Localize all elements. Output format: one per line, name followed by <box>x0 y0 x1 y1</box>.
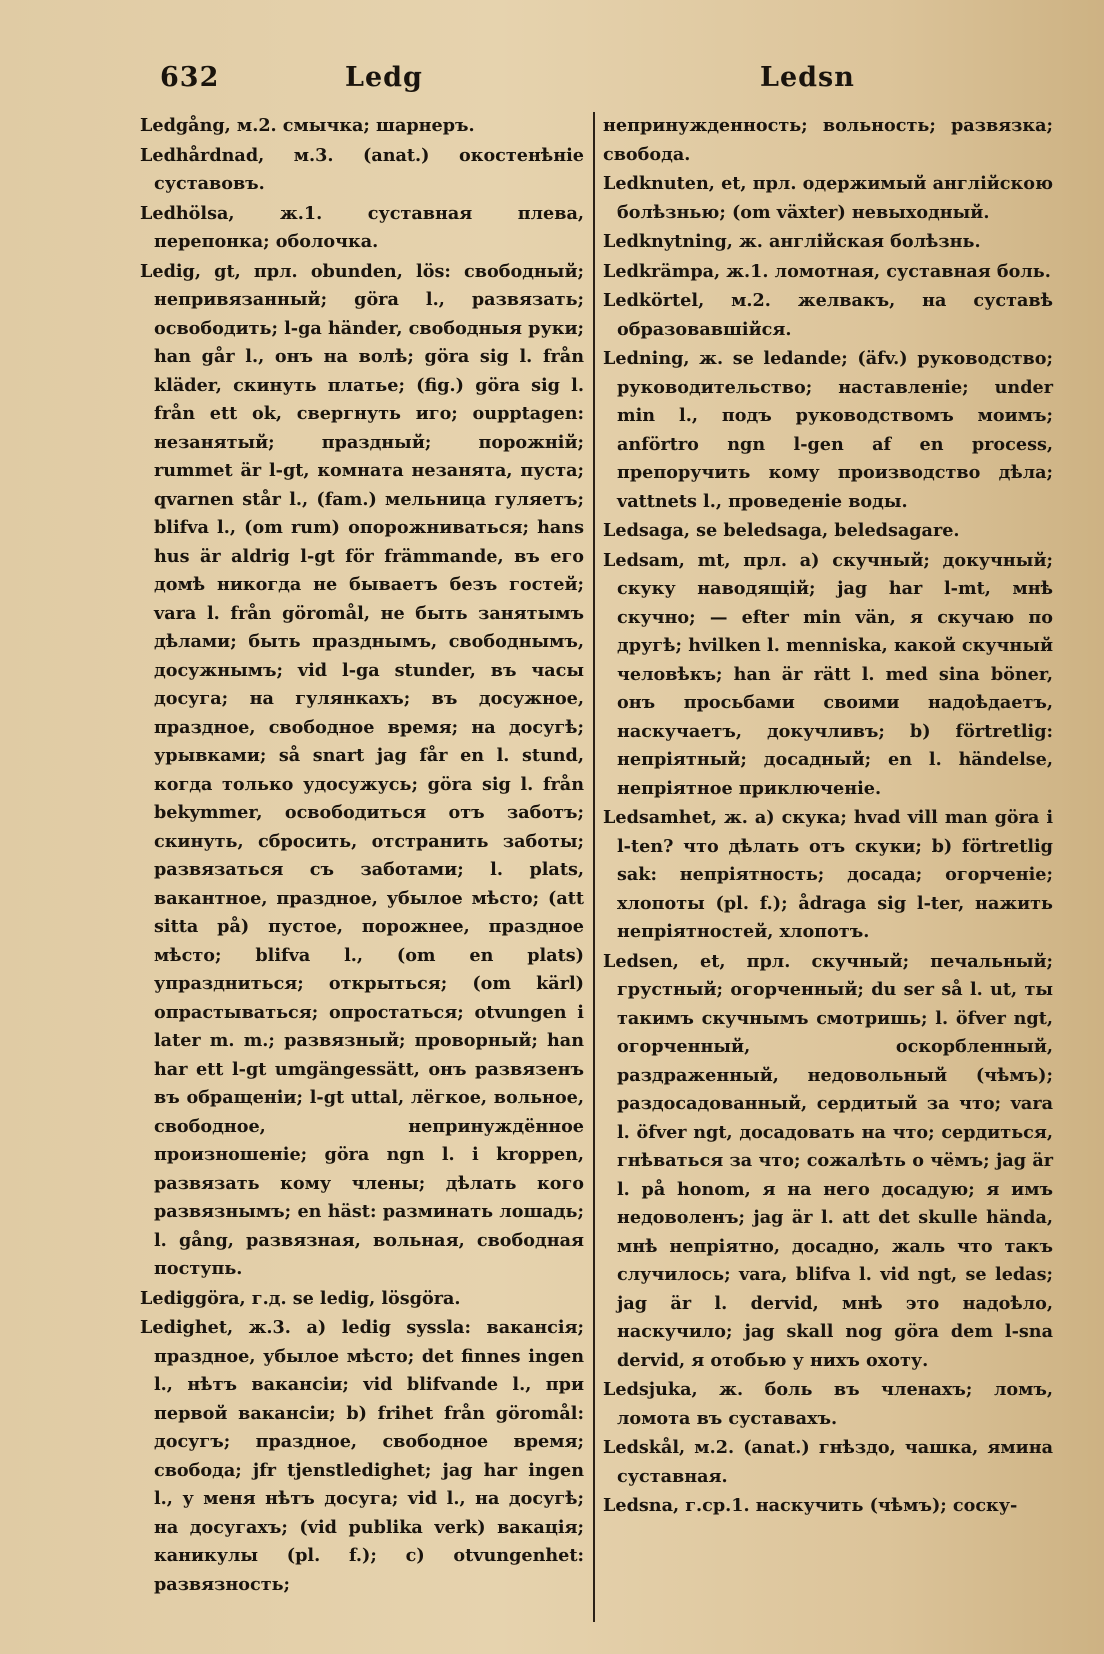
entry-ledning: Ledning, ж. se ledande; (äfv.) руководство; руководительство; наставленіе; under min l., подъ руководствомъ моимъ; anförtro ngn l-gen af en process, препоручить кому производство дѣла; vattnets l., проведеніе воды. <box>603 348 1053 512</box>
entry-ledsen: Ledsen, et, прл. скучный; печальный; грустный; огорченный; du ser så l. ut, ты такимъ скучнымъ смотришь; l. öfver ngt, огорченный, оскорбленный, раздраженный, недовольный (чѣмъ); раздосадованный, сердитый за что; vara l. öfver ngt, досадовать на что; сердиться, гнѣваться за что; сожалѣть о чёмъ; jag är l. på honom, я на него досадую; я имъ недоволенъ; jag är l. att det skulle hända, мнѣ непріятно, досадно, жаль что такъ случилось; vara, blifva l. vid ngt, se ledas; jag är l. dervid, мнѣ это надоѣло, наскучило; jag skall nog göra dem l-sna dervid, я отобью у нихъ охоту. <box>603 950 1053 1371</box>
page-header <box>160 62 855 98</box>
entry-ledknytning: Ledknytning, ж. англійская болѣзнь. <box>603 231 981 252</box>
entry-ledknuten: Ledknuten, et, прл. одержимый англійскою болѣзнью; (om växter) невыходный. <box>603 173 1053 223</box>
entry-ledgang: Ledgång, м.2. смычка; шарнеръ. <box>140 115 475 136</box>
entry-ledsna: Ledsna, г.ср.1. наскучить (чѣмъ); соску- <box>603 1495 1018 1516</box>
right-column <box>603 112 1053 1522</box>
entry-ledig: Ledig, gt, прл. obunden, lös: свободный; непривязанный; göra l., развязать; освободить; l-ga händer, свободныя руки; han går l., онъ на волѣ; göra sig l. från kläder, скинуть платье; (fig.) göra sig l. från ett ok, свергнуть иго; oupptagen: незанятый; праздный; порожній; rummet är l-gt, комната незанята, пуста; qvarnen står l., (fam.) мельница гуляетъ; blifva l., (om rum) опорожниваться; hans hus är aldrig l-gt för främmande, въ его домѣ никогда не бываетъ безъ гостей; vara l. från göromål, не быть занятымъ дѣлами; быть празднымъ, свободнымъ, досужнымъ; vid l-ga stunder, въ часы досуга; на гулянкахъ; въ досужное, праздное, свободное время; на досугѣ; урывками; så snart jag får en l. stund, когда только удосужусь; göra sig l. från bekymmer, освободиться отъ заботъ; скинуть, сбросить, отстранить заботы; развязаться съ заботами; l. plats, вакантное, праздное, убылое мѣсто; (att sitta på) пустое, порожнее, праздное мѣсто; blifva l., (om en plats) упраздниться; открыться; (om kärl) опрастываться; опростаться; otvungen i later m. m.; развязный; проворный; han har ett l-gt umgängessätt, онъ развязенъ въ обращеніи; l-gt uttal, лёгкое, вольное, свободное, непринуждённое произношеніе; göra ngn l. i kroppen, развязать кому члены; дѣлать кого развязнымъ; en häst: разминать лошадь; l. gång, развязная, вольная, свободная поступь. <box>140 260 584 1279</box>
column-divider <box>593 112 595 1622</box>
left-column <box>140 112 584 1600</box>
entry-ledskal: Ledskål, м.2. (anat.) гнѣздо, чашка, ямина суставная. <box>603 1437 1053 1487</box>
entry-continuation: непринужденность; вольность; развязка; свобода. <box>603 115 1053 165</box>
guide-word-right: Ledsn <box>760 62 855 93</box>
entry-lediggora: Lediggöra, г.д. se ledig, lösgöra. <box>140 1287 461 1309</box>
page-number: 632 <box>160 62 220 93</box>
entry-ledkrampa: Ledkrämpa, ж.1. ломотная, суставная боль. <box>603 260 1051 282</box>
entry-ledholsa: Ledhölsa, ж.1. суставная плева, перепонка; оболочка. <box>140 202 584 252</box>
entry-ledhardnad: Ledhårdnad, м.3. (anat.) окостенѣніе суставовъ. <box>140 144 584 194</box>
entry-ledsaga: Ledsaga, se beledsaga, beledsagare. <box>603 520 960 541</box>
entry-ledsam: Ledsam, mt, прл. a) скучный; докучный; скуку наводящій; jag har l-mt, мнѣ скучно; — efter min vän, я скучаю по другѣ; hvilken l. menniska, какой скучный человѣкъ; han är rätt l. med sina böner, онъ просьбами своими надоѣдаетъ, наскучаетъ, докучливъ; b) förtretlig: непріятный; досадный; en l. händelse, непріятное приключеніе. <box>603 549 1053 799</box>
entry-ledsamhet: Ledsamhet, ж. a) скука; hvad vill man göra i l-ten? что дѣлать отъ скуки; b) förtretlig sak: непріятность; досада; огорченіе; хлопоты (pl. f.); ådraga sig l-ter, нажить непріятностей, хлопотъ. <box>603 807 1053 942</box>
entry-ledighet: Ledighet, ж.3. a) ledig syssla: вакансія; праздное, убылое мѣсто; det finnes ingen l., нѣтъ вакансіи; vid blifvande l., при первой вакансіи; b) frihet från göromål: досугъ; праздное, свободное время; свобода; jfr tjenstledighet; jag har ingen l., у меня нѣтъ досуга; vid l., на досугѣ; на досугахъ; (vid publika verk) вакація; каникулы (pl. f.); c) otvungenhet: развязность; <box>140 1317 584 1595</box>
entry-ledkortel: Ledkörtel, м.2. желвакъ, на суставѣ образовавшійся. <box>603 290 1053 340</box>
entry-ledsjuka: Ledsjuka, ж. боль въ членахъ; ломъ, ломота въ суставахъ. <box>603 1379 1053 1429</box>
guide-word-left: Ledg <box>345 62 423 93</box>
